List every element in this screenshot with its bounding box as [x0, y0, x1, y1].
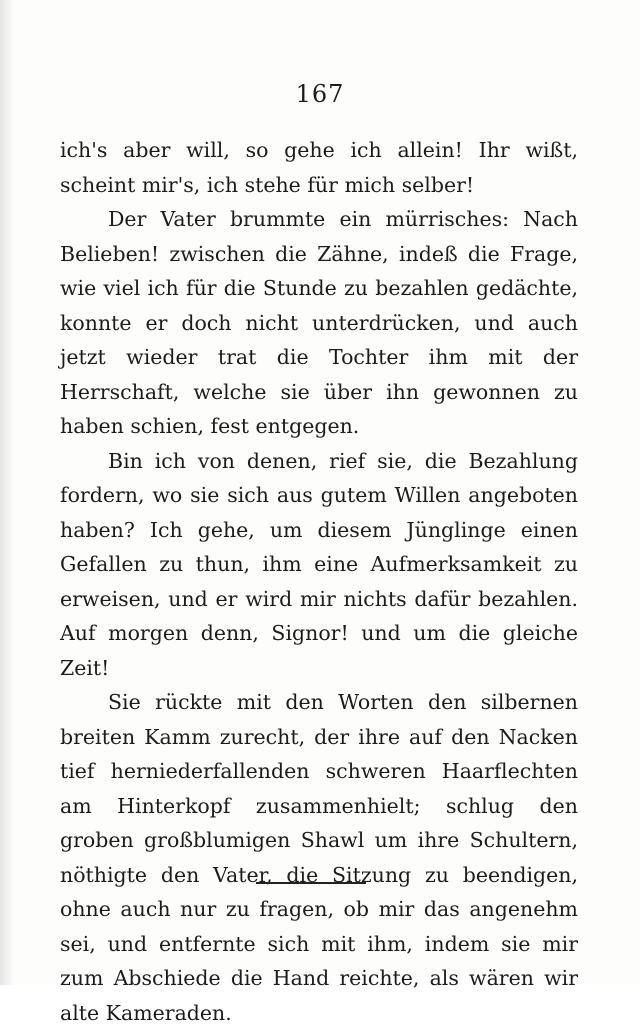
paragraph: ich's aber will, so gehe ich allein! Ihr wißt, scheint mir's, ich stehe für mich selber!	[60, 138, 578, 197]
paragraph: Sie rückte mit den Worten den silbernen breiten Kamm zurecht, der ihre auf den Nacken tief herniederfallenden schweren Haarflechten am Hinterkopf zusammenhielt; schlug den groben großblumigen Shawl um ihre Schultern, nöthigte den Vater, die Sitzung zu beendigen, ohne auch nur zu fragen, ob mir das angenehm sei, und entfernte sich mit ihm, indem sie mir zum Abschiede die Hand reichte, als wären wir alte Kameraden.	[60, 690, 578, 1025]
page-number: 167	[295, 80, 345, 108]
section-divider	[256, 882, 366, 884]
paragraph: Bin ich von denen, rief sie, die Bezahlung fordern, wo sie sich aus gutem Willen angeboten haben? Ich gehe, um diesem Jünglinge einen Gefallen zu thun, ihm eine Aufmerksamkeit zu erweisen, und er wird mir nichts dafür bezahlen. Auf morgen denn, Signor! und um die gleiche Zeit!	[60, 448, 578, 680]
paragraph: Der Vater brummte ein mürrisches: Nach Belieben! zwischen die Zähne, indeß die Frage, wie viel ich für die Stunde zu bezahlen gedächte, konnte er doch nicht unterdrücken, und auch jetzt wieder trat die Tochter ihm mit der Herrschaft, welche sie über ihn gewonnen zu haben schien, fest entgegen.	[60, 207, 578, 438]
gutter-shadow	[0, 0, 14, 985]
body-text	[60, 133, 578, 1030]
